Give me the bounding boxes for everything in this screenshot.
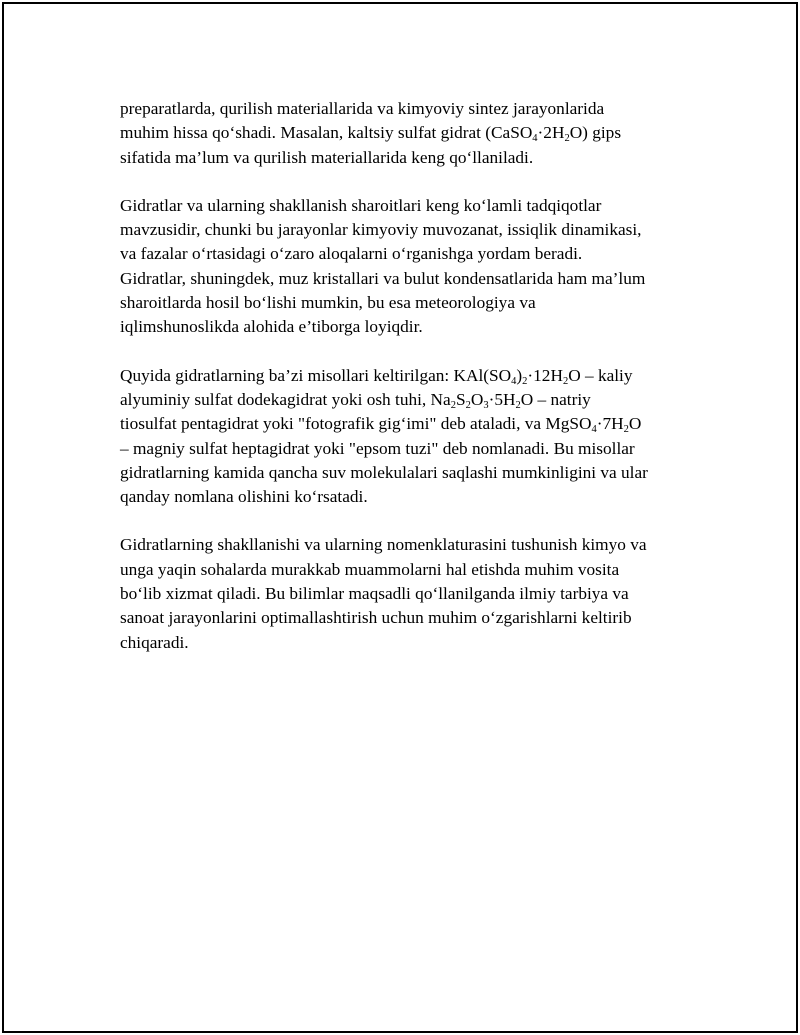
text-segment: mavzusidir, chunki bu jarayonlar kimyoviy muvozanat, issiqlik dinamikasi,: [120, 220, 642, 240]
subscript: 2: [562, 375, 569, 387]
text-segment: ·2H: [537, 123, 565, 143]
text-line: [120, 291, 700, 315]
text-line: [120, 606, 700, 630]
paragraph: [120, 194, 700, 340]
text-segment: ): [516, 365, 523, 385]
subscript: 4: [511, 375, 517, 387]
text-segment: O: [470, 389, 484, 409]
subscript: 2: [522, 375, 528, 387]
text-segment: gidratlarning kamida qancha suv molekulalari saqlashi mumkinligini va ular: [120, 462, 648, 482]
text-line: [120, 267, 700, 291]
text-segment: muhim hissa qo‘shadi. Masalan, kaltsiy sulfat gidrat (CaSO: [120, 123, 533, 143]
paragraph: [120, 364, 700, 510]
text-line: [120, 146, 700, 170]
subscript: 4: [532, 133, 538, 145]
text-segment: O: [628, 414, 642, 434]
text-segment: bo‘lib xizmat qiladi. Bu bilimlar maqsadli qo‘llanilganda ilmiy tarbiya va: [120, 584, 629, 604]
text-segment: Gidratlar va ularning shakllanish sharoitlari keng ko‘lamli tadqiqotlar: [120, 195, 602, 215]
text-line: [120, 437, 700, 461]
text-line: [120, 412, 700, 436]
text-line: [120, 533, 700, 557]
text-line: [120, 315, 700, 339]
text-segment: va fazalar o‘rtasidagi o‘zaro aloqalarni o‘rganishga yordam beradi.: [120, 244, 583, 264]
text-segment: O – kaliy: [568, 365, 633, 385]
text-segment: alyuminiy sulfat dodekagidrat yoki osh tuhi, Na: [120, 389, 451, 409]
text-segment: chiqaradi.: [120, 632, 189, 652]
text-segment: qanday nomlana olishini ko‘rsatadi.: [120, 487, 368, 507]
text-segment: ·12H: [527, 365, 563, 385]
text-segment: ·5H: [488, 389, 516, 409]
subscript: 3: [483, 399, 489, 411]
text-segment: sifatida ma’lum va qurilish materiallarida keng qo‘llaniladi.: [120, 147, 534, 167]
text-line: [120, 194, 700, 218]
subscript: 2: [515, 399, 521, 411]
text-line: [120, 558, 700, 582]
text-segment: Quyida gidratlarning ba’zi misollari keltirilgan: KAl(SO: [120, 365, 512, 385]
subscript: 2: [623, 424, 629, 436]
text-segment: S: [455, 389, 466, 409]
text-segment: Gidratlarning shakllanishi va ularning nomenklaturasini tushunish kimyo va: [120, 535, 647, 555]
text-segment: sharoitlarda hosil bo‘lishi mumkin, bu esa meteorologiya va: [120, 293, 536, 313]
text-line: [120, 631, 700, 655]
text-line: [120, 364, 700, 388]
text-segment: – magniy sulfat heptagidrat yoki "epsom tuzi" deb nomlanadi. Bu misollar: [120, 438, 635, 458]
text-line: [120, 485, 700, 509]
text-segment: iqlimshunoslikda alohida e’tiborga loyiqdir.: [120, 317, 423, 337]
document-body: [120, 97, 700, 679]
subscript: 4: [591, 424, 597, 436]
text-line: [120, 242, 700, 266]
paragraph: [120, 97, 700, 170]
text-segment: sanoat jarayonlarini optimallashtirish uchun muhim o‘zgarishlarni keltirib: [120, 608, 632, 628]
text-segment: O) gips: [569, 123, 622, 143]
subscript: 2: [450, 399, 456, 411]
subscript: 2: [564, 133, 570, 145]
text-line: [120, 218, 700, 242]
subscript: 2: [465, 399, 471, 411]
text-line: [120, 97, 700, 121]
text-line: [120, 121, 700, 145]
text-segment: preparatlarda, qurilish materiallarida va kimyoviy sintez jarayonlarida: [120, 99, 605, 118]
text-segment: O – natriy: [520, 389, 591, 409]
text-line: [120, 388, 700, 412]
text-segment: ·7H: [596, 414, 624, 434]
text-line: [120, 461, 700, 485]
text-segment: tiosulfat pentagidrat yoki "fotografik gig‘imi" deb ataladi, va MgSO: [120, 414, 592, 434]
text-segment: unga yaqin sohalarda murakkab muammolarni hal etishda muhim vosita: [120, 559, 620, 579]
text-line: [120, 582, 700, 606]
paragraph: [120, 533, 700, 654]
text-segment: Gidratlar, shuningdek, muz kristallari va bulut kondensatlarida ham ma’lum: [120, 268, 646, 288]
document-page: [2, 2, 798, 1033]
